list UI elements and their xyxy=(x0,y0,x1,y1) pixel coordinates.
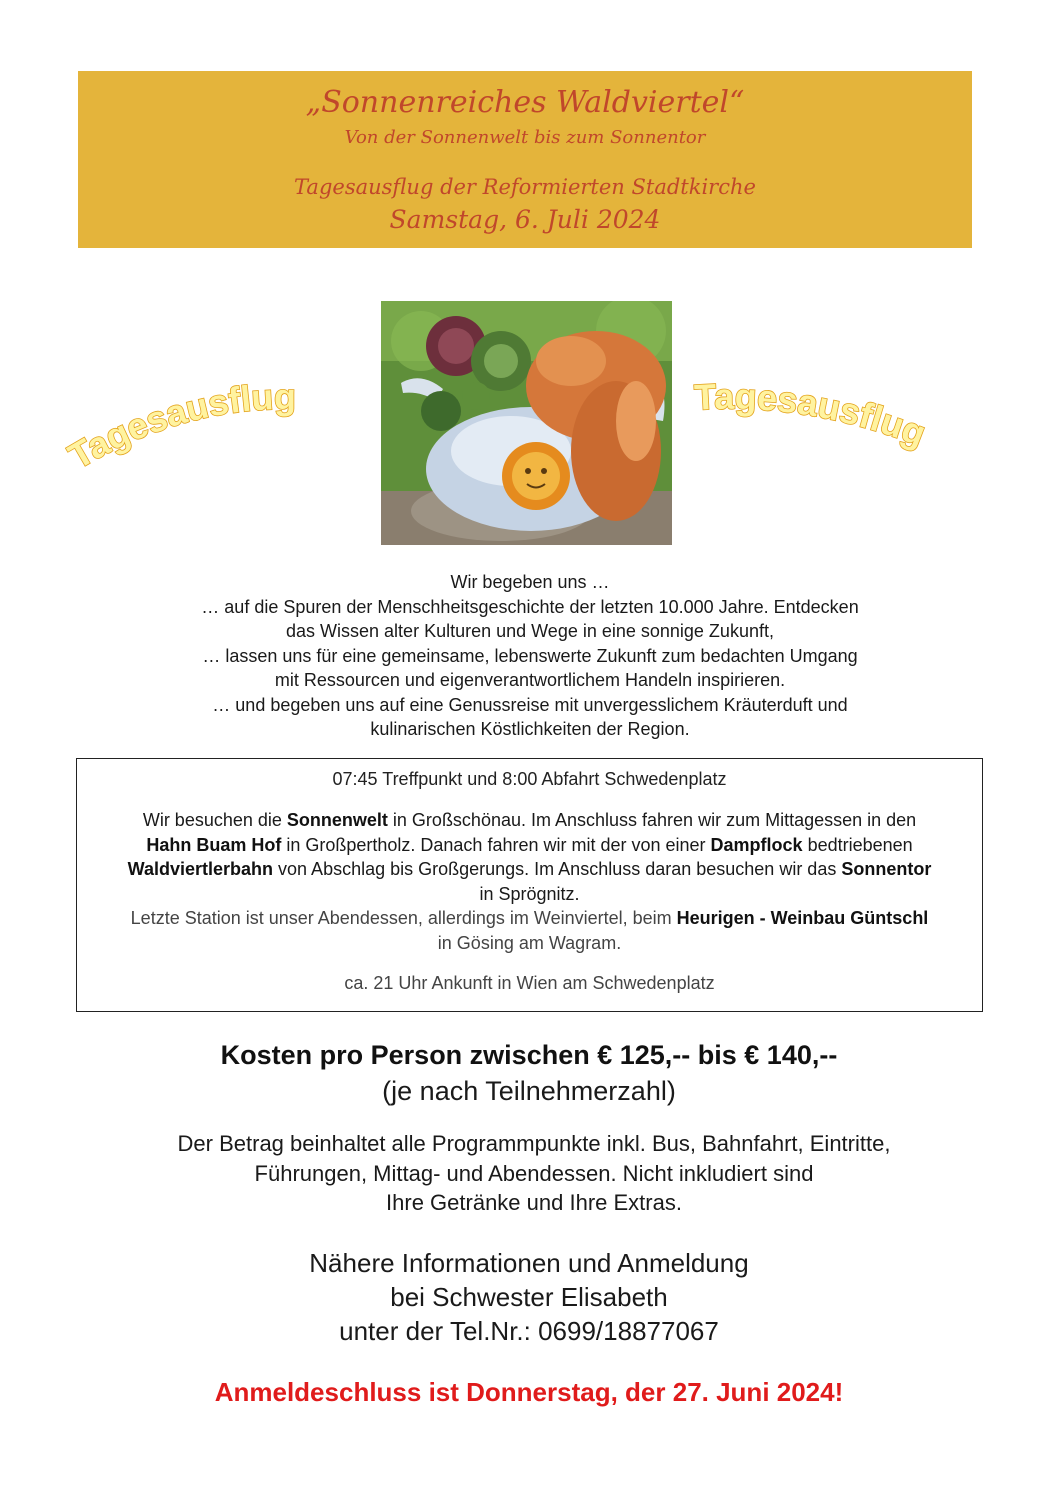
program-highlight: Sonnentor xyxy=(841,859,932,879)
event-date: Samstag, 6. Juli 2024 xyxy=(389,205,661,234)
sun-face-icon xyxy=(502,442,570,510)
arrival-info: ca. 21 Uhr Ankunft in Wien am Schwedenplatz xyxy=(344,973,715,993)
program-highlight: Waldviertlerbahn xyxy=(127,859,274,879)
flyer-subtitle: Von der Sonnenwelt bis zum Sonnentor xyxy=(344,127,706,148)
intro-line: mit Ressourcen und eigenverantwortlichem Handeln inspirieren. xyxy=(274,670,786,690)
program-highlight: Dampflock xyxy=(710,834,803,855)
cost-line: Der Betrag beinhaltet alle Programmpunkte inkl. Bus, Bahnfahrt, Eintritte, xyxy=(177,1131,891,1156)
program-text: in Gösing am Wagram. xyxy=(437,932,622,953)
program-highlight: Heurigen - Weinbau Güntschl xyxy=(676,908,929,928)
program-text: von Abschlag bis Großgerungs. Im Anschluss daran besuchen wir das xyxy=(273,859,842,879)
cost-subtitle: (je nach Teilnehmerzahl) xyxy=(382,1076,676,1106)
intro-line: … lassen uns für eine gemeinsame, lebenswerte Zukunft zum bedachten Umgang xyxy=(202,645,858,666)
contact-info xyxy=(0,1246,1058,1348)
program-text: Letzte Station ist unser Abendessen, allerdings im Weinviertel, beim xyxy=(130,908,677,928)
cost-description xyxy=(100,1129,968,1218)
wordart-right xyxy=(685,370,985,490)
intro-line: … auf die Spuren der Menschheitsgeschichte der letzten 10.000 Jahre. Entdecken xyxy=(201,596,859,617)
program-text: bedtriebenen xyxy=(802,834,913,855)
cost-line: Führungen, Mittag- und Abendessen. Nicht inkludiert sind xyxy=(254,1160,814,1186)
event-name: Tagesausflug der Reformierten Stadtkirche xyxy=(294,175,756,199)
intro-line: das Wissen alter Kulturen und Wege in eine sonnige Zukunft, xyxy=(286,621,774,641)
meeting-point: 07:45 Treffpunkt und 8:00 Abfahrt Schwedenplatz xyxy=(332,769,727,789)
wordart-right-text: Tagesausflug xyxy=(693,375,932,455)
program-box xyxy=(76,758,983,1012)
registration-deadline: Anmeldeschluss ist Donnerstag, der 27. Juni 2024! xyxy=(214,1377,844,1407)
program-text: Wir besuchen die xyxy=(142,810,287,830)
intro-line: … und begeben uns auf eine Genussreise mit unvergesslichem Kräuterduft und xyxy=(212,694,848,715)
flyer-title: „Sonnenreiches Waldviertel“ xyxy=(305,85,745,120)
program-highlight: Sonnenwelt xyxy=(286,810,388,830)
cost-line: Ihre Getränke und Ihre Extras. xyxy=(386,1190,682,1215)
wordart-left xyxy=(60,370,370,490)
contact-phone: unter der Tel.Nr.: 0699/18877067 xyxy=(339,1316,719,1346)
program-description xyxy=(127,808,932,955)
teapot-planter-photo xyxy=(381,301,672,545)
program-text: in Großpertholz. Danach fahren wir mit der von einer xyxy=(281,834,711,855)
cost-title: Kosten pro Person zwischen € 125,-- bis € 140,-- xyxy=(220,1040,838,1070)
intro-line: kulinarischen Köstlichkeiten der Region. xyxy=(370,719,690,739)
svg-text:Tagesausflug xyxy=(693,376,931,454)
svg-text:Tagesausflug xyxy=(62,376,296,477)
header-banner xyxy=(78,71,972,248)
program-highlight: Hahn Buam Hof xyxy=(146,834,282,855)
contact-line: Nähere Informationen und Anmeldung xyxy=(309,1248,749,1278)
wordart-left-text: Tagesausflug xyxy=(61,376,297,477)
intro-line: Wir begeben uns … xyxy=(450,572,610,592)
contact-line: bei Schwester Elisabeth xyxy=(390,1282,668,1312)
intro-text xyxy=(130,570,930,742)
program-text: in Sprögnitz. xyxy=(479,883,580,904)
program-text: in Großschönau. Im Anschluss fahren wir zum Mittagessen in den xyxy=(387,810,917,830)
